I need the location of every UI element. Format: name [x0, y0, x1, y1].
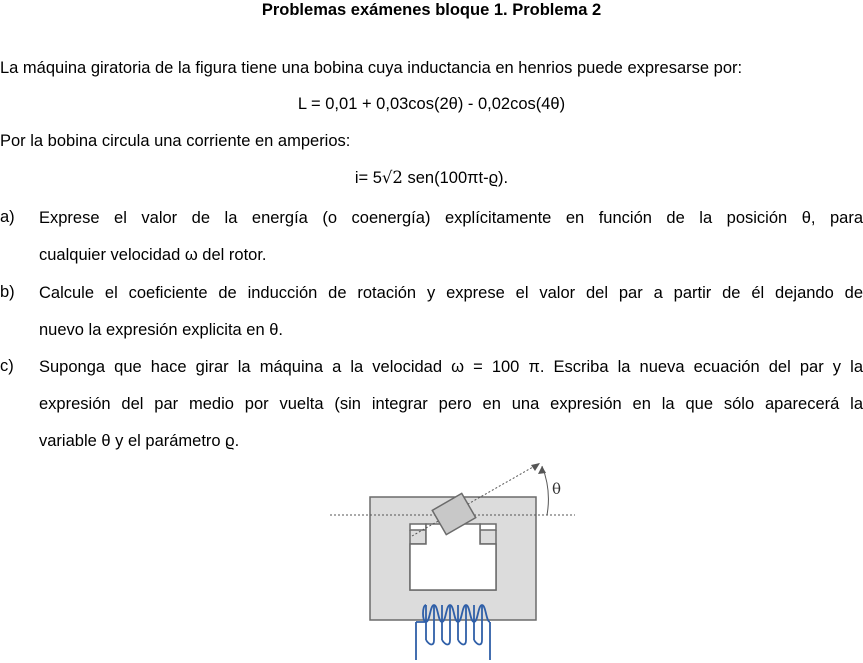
angle-arrowhead [538, 466, 546, 474]
question-a-label: a) [0, 208, 15, 226]
question-b-label: b) [0, 283, 15, 301]
question-c-line1: Suponga que hace girar la máquina a la velocidad ω = 100 π. Escriba la nueva ecuación del par y la [39, 358, 863, 376]
inductance-formula: L = 0,01 + 0,03cos(2θ) - 0,02cos(4θ) [297, 95, 566, 113]
angle-label: θ [552, 480, 562, 498]
machine-figure [330, 460, 590, 660]
question-a-line2: cualquier velocidad ω del rotor. [39, 246, 267, 264]
current-formula [0, 168, 863, 188]
document-title: Problemas exámenes bloque 1. Problema 2 [261, 1, 602, 19]
intro-paragraph: La máquina giratoria de la figura tiene una bobina cuya inductancia en henrios puede expresarse por: [0, 59, 743, 77]
question-c-label: c) [0, 357, 14, 375]
question-c-line2: expresión del par medio por vuelta (sin integrar pero en una expresión en la que sólo aparecerá la [39, 395, 863, 413]
sqrt-two: √2 [381, 168, 403, 187]
question-a-line1: Exprese el valor de la energía (o coenergía) explícitamente en función de la posición θ, para [39, 209, 863, 227]
current-formula-suffix: sen(100πt-ϱ). [402, 169, 509, 187]
question-b-line2: nuevo la expresión explicita en θ. [39, 321, 283, 339]
current-formula-prefix: i= 5 [354, 169, 382, 187]
question-b-line1: Calcule el coeficiente de inducción de rotación y exprese el valor del par a partir de él dejando de [39, 284, 863, 302]
axis-arrowhead [531, 463, 540, 471]
current-intro: Por la bobina circula una corriente en amperios: [0, 132, 351, 150]
question-c-line3: variable θ y el parámetro ϱ. [39, 432, 240, 450]
